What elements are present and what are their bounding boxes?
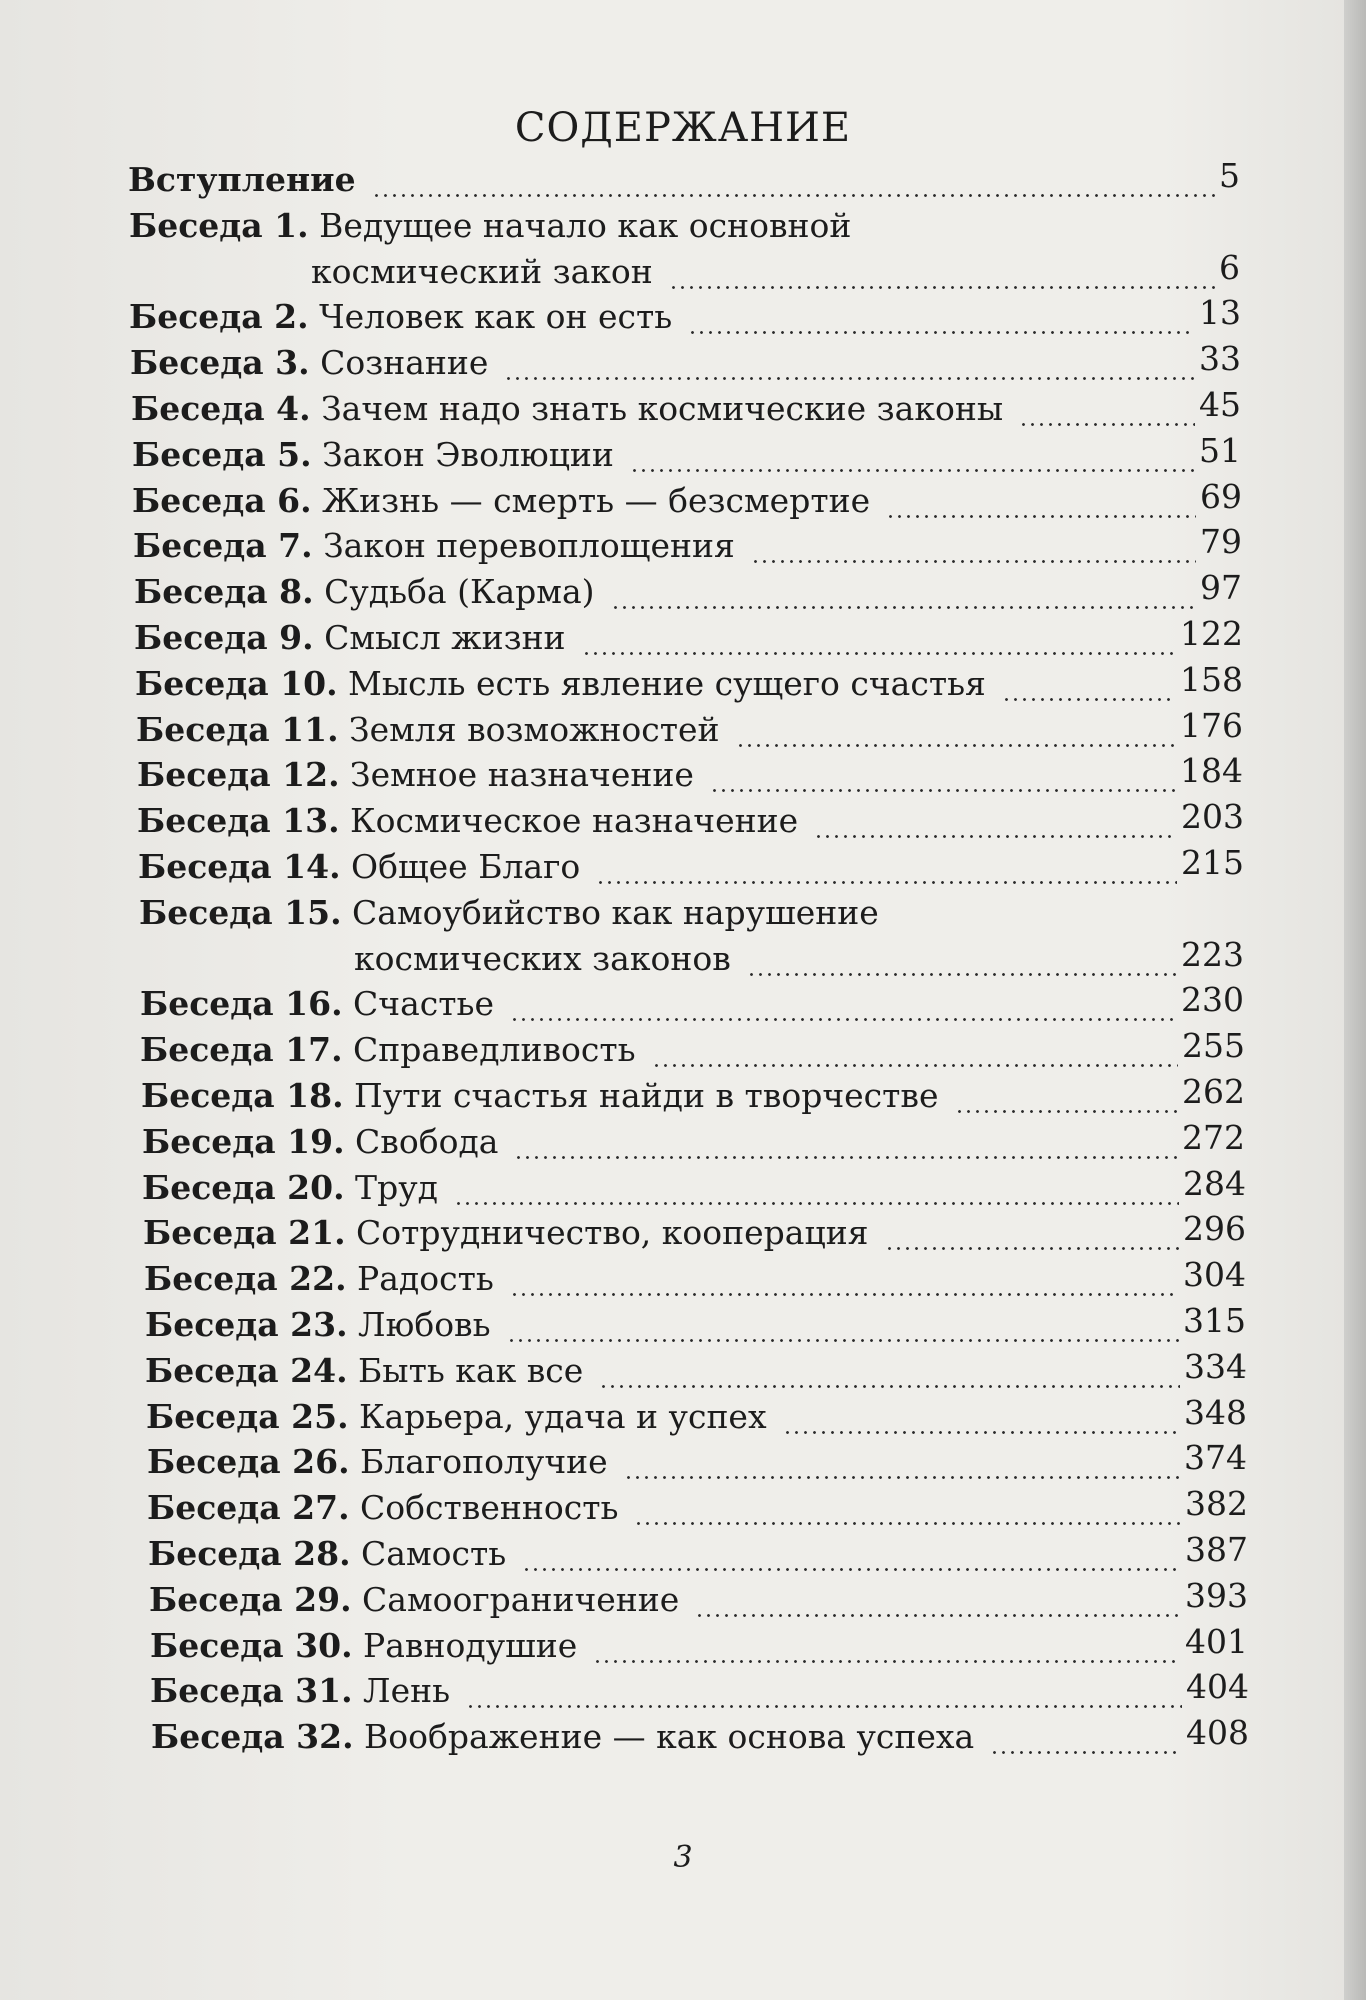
entry-number: Беседа 32. bbox=[151, 1717, 354, 1757]
entry-page-number: 304 bbox=[1183, 1255, 1246, 1295]
dot-leader bbox=[669, 286, 1215, 289]
dot-leader bbox=[747, 973, 1177, 976]
dot-leader bbox=[510, 1018, 1177, 1021]
page-edge bbox=[1344, 0, 1366, 2000]
entry-number: Беседа 18. bbox=[141, 1076, 344, 1115]
entry-title: Закон перевоплощения bbox=[312, 526, 735, 566]
entry-number: Беседа 13. bbox=[137, 801, 340, 841]
entry-number: Беседа 17. bbox=[140, 1030, 343, 1070]
dot-leader bbox=[751, 560, 1196, 563]
entry-title: Самоубийство как нарушение bbox=[341, 892, 879, 932]
entry-title: Лень bbox=[352, 1671, 451, 1711]
dot-leader bbox=[510, 1293, 1179, 1296]
entry-title: Собственность bbox=[349, 1488, 619, 1528]
dot-leader bbox=[814, 835, 1177, 838]
entry-title-continuation: космический закон bbox=[311, 251, 653, 291]
entry-number: Беседа 26. bbox=[147, 1442, 350, 1482]
entry-page-number: 262 bbox=[1182, 1072, 1245, 1111]
entry-number: Беседа 31. bbox=[150, 1671, 353, 1711]
entry-number: Беседа 25. bbox=[146, 1396, 349, 1436]
toc-entry bbox=[150, 1668, 1249, 1714]
entry-page-number: 203 bbox=[1181, 797, 1244, 837]
entry-title: Человек как он есть bbox=[308, 297, 673, 337]
dot-leader bbox=[1019, 423, 1195, 426]
toc-entry bbox=[138, 844, 1244, 890]
entry-number: Беседа 21. bbox=[143, 1213, 346, 1253]
entry-title: Благополучие bbox=[349, 1442, 608, 1482]
dot-leader bbox=[372, 194, 1215, 197]
dot-leader bbox=[466, 1705, 1182, 1708]
entry-number: Беседа 16. bbox=[140, 984, 343, 1024]
entry-page-number: 33 bbox=[1199, 339, 1241, 379]
toc-entry bbox=[151, 1714, 1249, 1760]
entry-title: Быть как все bbox=[347, 1350, 584, 1390]
entry-number: Беседа 27. bbox=[147, 1488, 350, 1528]
entry-page-number: 215 bbox=[1181, 843, 1244, 882]
entry-page-number: 393 bbox=[1185, 1575, 1248, 1615]
dot-leader bbox=[1002, 698, 1176, 701]
entry-page-number: 374 bbox=[1184, 1438, 1247, 1478]
entry-page-number: 408 bbox=[1186, 1713, 1249, 1753]
entry-page-number: 404 bbox=[1186, 1667, 1249, 1707]
toc-entry bbox=[129, 249, 1240, 295]
entry-number: Беседа 9. bbox=[134, 618, 314, 657]
dot-leader bbox=[611, 606, 1196, 609]
entry-number: Беседа 3. bbox=[130, 343, 310, 383]
entry-page-number: 176 bbox=[1180, 705, 1243, 745]
dot-leader bbox=[522, 1568, 1181, 1571]
dot-leader bbox=[710, 789, 1176, 792]
entry-title: Земля возможностей bbox=[338, 709, 720, 749]
dot-leader bbox=[783, 1431, 1180, 1434]
entry-page-number: 97 bbox=[1200, 568, 1242, 608]
toc-entry bbox=[128, 157, 1240, 203]
dot-leader bbox=[582, 652, 1176, 655]
entry-page-number: 382 bbox=[1185, 1484, 1248, 1524]
entry-page-number: 334 bbox=[1184, 1346, 1247, 1386]
entry-number: Беседа 28. bbox=[148, 1534, 351, 1573]
entry-page-number: 272 bbox=[1182, 1117, 1245, 1157]
toc-entry bbox=[137, 752, 1243, 798]
entry-page-number: 348 bbox=[1184, 1392, 1247, 1432]
entry-title: Зачем надо знать космические законы bbox=[310, 389, 1004, 428]
entry-number: Беседа 14. bbox=[138, 847, 341, 886]
toc-entry bbox=[132, 432, 1241, 478]
toc-entry bbox=[147, 1485, 1248, 1531]
toc-entry bbox=[144, 1256, 1246, 1302]
entry-number: Беседа 7. bbox=[133, 526, 313, 566]
entry-title: Самость bbox=[350, 1534, 507, 1573]
dot-leader bbox=[514, 1156, 1178, 1159]
entry-number: Беседа 30. bbox=[150, 1625, 353, 1665]
entry-number: Беседа 11. bbox=[136, 709, 339, 749]
entry-title: Космическое назначение bbox=[339, 801, 799, 841]
entry-page-number: 255 bbox=[1182, 1026, 1245, 1066]
entry-number: Беседа 19. bbox=[142, 1121, 345, 1161]
dot-leader bbox=[593, 1660, 1181, 1663]
dot-leader bbox=[695, 1614, 1181, 1617]
dot-leader bbox=[599, 1385, 1180, 1388]
entry-number: Беседа 29. bbox=[149, 1579, 352, 1619]
entry-number: Беседа 1. bbox=[129, 205, 309, 245]
entry-title: Радость bbox=[346, 1259, 494, 1299]
dot-leader bbox=[990, 1751, 1182, 1754]
entry-title: Сотрудничество, кооперация bbox=[345, 1213, 869, 1253]
entry-page-number: 296 bbox=[1183, 1209, 1246, 1249]
entry-title: Справедливость bbox=[342, 1030, 636, 1070]
entry-title: Свобода bbox=[344, 1121, 499, 1161]
toc-entry bbox=[143, 1210, 1246, 1256]
dot-leader bbox=[652, 1064, 1178, 1067]
toc-entry bbox=[132, 478, 1242, 524]
toc-entry bbox=[146, 1394, 1247, 1440]
entry-number: Беседа 24. bbox=[145, 1350, 348, 1390]
entry-number: Беседа 2. bbox=[129, 297, 309, 337]
entry-title: Равнодушие bbox=[352, 1625, 578, 1665]
entry-number: Беседа 10. bbox=[135, 663, 338, 703]
entry-number: Беседа 23. bbox=[145, 1305, 348, 1344]
toc-entry bbox=[134, 569, 1242, 615]
entry-number: Вступление bbox=[128, 160, 356, 199]
dot-leader bbox=[634, 1522, 1181, 1525]
toc-entry bbox=[133, 523, 1242, 569]
page-title: СОДЕРЖАНИЕ bbox=[514, 105, 852, 151]
entry-page-number: 158 bbox=[1180, 659, 1243, 699]
dot-leader bbox=[454, 1202, 1179, 1205]
toc-entry bbox=[148, 1531, 1248, 1577]
entry-title: Ведущее начало как основной bbox=[308, 205, 852, 245]
entry-title: Труд bbox=[344, 1167, 438, 1207]
entry-page-number: 5 bbox=[1219, 156, 1240, 195]
entry-number: Беседа 15. bbox=[139, 892, 342, 932]
toc-entry bbox=[150, 1623, 1248, 1669]
entry-number: Беседа 5. bbox=[132, 434, 312, 474]
dot-leader bbox=[504, 377, 1195, 380]
entry-title: Воображение — как основа успеха bbox=[353, 1717, 975, 1757]
toc-entry bbox=[147, 1439, 1247, 1485]
toc-entry bbox=[129, 203, 1240, 249]
toc-entry bbox=[141, 1073, 1245, 1119]
toc-entry bbox=[140, 1027, 1245, 1073]
entry-number: Беседа 6. bbox=[132, 480, 312, 520]
entry-number: Беседа 12. bbox=[137, 755, 340, 795]
toc-entry bbox=[145, 1302, 1246, 1348]
entry-number: Беседа 8. bbox=[134, 572, 314, 612]
entry-title: Сознание bbox=[309, 343, 489, 383]
entry-number: Беседа 22. bbox=[144, 1259, 347, 1299]
entry-title: Жизнь — смерть — безсмертие bbox=[311, 480, 871, 520]
entry-page-number: 223 bbox=[1181, 934, 1244, 974]
dot-leader bbox=[630, 469, 1195, 472]
entry-title: Пути счастья найди в творчестве bbox=[343, 1076, 939, 1115]
dot-leader bbox=[955, 1110, 1178, 1113]
entry-page-number: 122 bbox=[1180, 614, 1243, 653]
entry-title: Земное назначение bbox=[339, 755, 694, 795]
dot-leader bbox=[596, 881, 1177, 884]
entry-title: Самоограничение bbox=[351, 1579, 680, 1619]
entry-page-number: 79 bbox=[1200, 522, 1242, 562]
entry-page-number: 401 bbox=[1185, 1621, 1248, 1661]
toc-entry bbox=[136, 707, 1243, 753]
entry-page-number: 230 bbox=[1181, 980, 1244, 1020]
entry-title: Мысль есть явление сущего счастья bbox=[337, 663, 986, 703]
entry-page-number: 387 bbox=[1185, 1530, 1248, 1569]
entry-page-number: 51 bbox=[1199, 430, 1241, 470]
toc-entry bbox=[140, 981, 1244, 1027]
entry-page-number: 315 bbox=[1183, 1301, 1246, 1340]
dot-leader bbox=[624, 1476, 1180, 1479]
toc-entry bbox=[129, 294, 1241, 340]
toc-entry bbox=[137, 798, 1244, 844]
entry-number: Беседа 20. bbox=[142, 1167, 345, 1207]
entry-page-number: 69 bbox=[1200, 476, 1242, 516]
page-number: 3 bbox=[673, 1840, 693, 1875]
entry-title: Судьба (Карма) bbox=[313, 572, 595, 612]
entry-title: Счастье bbox=[342, 984, 495, 1024]
entry-number: Беседа 4. bbox=[131, 389, 311, 428]
toc-entry bbox=[139, 890, 1244, 936]
toc-entry bbox=[139, 936, 1244, 982]
entry-page-number: 45 bbox=[1199, 385, 1241, 424]
entry-page-number: 13 bbox=[1199, 293, 1241, 333]
entry-title: Любовь bbox=[347, 1305, 491, 1344]
entry-title: Закон Эволюции bbox=[311, 434, 614, 474]
toc-entry bbox=[131, 386, 1241, 432]
dot-leader bbox=[688, 331, 1195, 334]
entry-title: Смысл жизни bbox=[313, 618, 566, 657]
dot-leader bbox=[886, 515, 1196, 518]
entry-title: Общее Благо bbox=[340, 847, 581, 886]
entry-page-number: 284 bbox=[1183, 1163, 1246, 1203]
dot-leader bbox=[885, 1247, 1179, 1250]
entry-title-continuation: космических законов bbox=[354, 938, 731, 978]
entry-page-number: 6 bbox=[1219, 247, 1240, 287]
entry-page-number: 184 bbox=[1180, 751, 1243, 791]
toc-entry bbox=[142, 1119, 1245, 1165]
toc-entry bbox=[145, 1348, 1247, 1394]
toc-entry bbox=[149, 1577, 1248, 1623]
dot-leader bbox=[507, 1339, 1179, 1342]
dot-leader bbox=[736, 744, 1176, 747]
entry-title: Карьера, удача и успех bbox=[348, 1396, 767, 1436]
toc-entry bbox=[142, 1165, 1246, 1211]
toc-entry bbox=[134, 615, 1243, 661]
toc-entry bbox=[135, 661, 1243, 707]
toc-entry bbox=[130, 340, 1241, 386]
